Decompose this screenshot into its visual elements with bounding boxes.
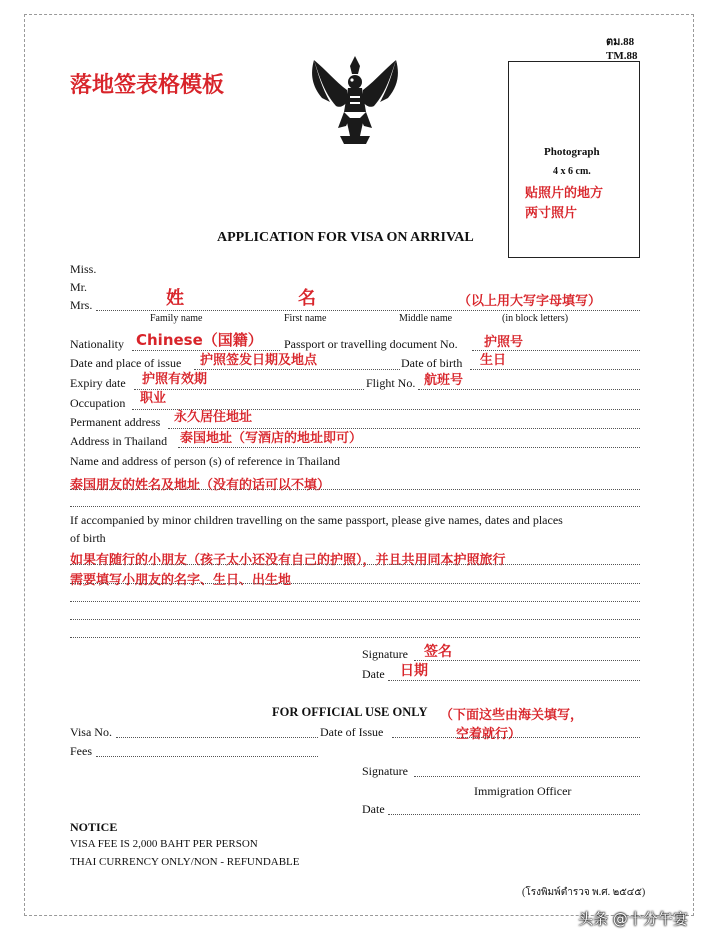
visa-no-line[interactable] (116, 737, 318, 738)
official-date-label: Date (362, 802, 385, 816)
flight-label: Flight No. (366, 376, 416, 390)
issue-hint: 护照签发日期及地点 (200, 353, 318, 368)
fees-line[interactable] (96, 756, 318, 757)
birth-label: Date of birth (401, 356, 463, 370)
title-mrs: Mrs. (70, 298, 93, 312)
surname-hint: 姓 (166, 288, 184, 309)
middle-name-caption: Middle name (399, 313, 453, 324)
date-hint: 日期 (400, 663, 428, 679)
official-date-line[interactable] (388, 814, 640, 815)
passport-hint: 护照号 (484, 335, 524, 350)
form-title: APPLICATION FOR VISA ON ARRIVAL (217, 230, 474, 245)
garuda-emblem (300, 52, 410, 152)
thailand-address-hint: 泰国地址（写酒店的地址即可） (180, 431, 363, 446)
visa-no-label: Visa No. (70, 725, 112, 739)
official-use-title: FOR OFFICIAL USE ONLY (272, 705, 428, 719)
signature-hint: 签名 (424, 644, 452, 660)
birth-hint: 生日 (480, 353, 507, 368)
children-line-3[interactable] (70, 601, 640, 602)
children-hint-1: 如果有随行的小朋友（孩子太小还没有自己的护照），并且共用同本护照旅行 (70, 553, 506, 568)
notice-title: NOTICE (70, 820, 118, 834)
official-signature-line[interactable] (414, 776, 640, 777)
official-hint-1: （下面这些由海关填写， (440, 708, 584, 723)
issue-label: Date and place of issue (70, 356, 182, 370)
nationality-label: Nationality (70, 337, 124, 351)
form-code-thai: ตม.88 (606, 36, 635, 48)
reference-hint: 泰国朋友的姓名及地址（没有的话可以不填） (70, 478, 331, 493)
title-miss: Miss. (70, 262, 97, 276)
thailand-address-label: Address in Thailand (70, 434, 168, 448)
caps-note: （以上用大写字母填写） (458, 294, 602, 309)
thailand-address-line[interactable] (178, 447, 640, 448)
first-name-caption: First name (284, 313, 327, 324)
date-of-issue-label: Date of Issue (320, 725, 384, 739)
template-title: 落地签表格模板 (70, 73, 225, 98)
permanent-address-label: Permanent address (70, 415, 161, 429)
photo-note-2: 两寸照片 (525, 206, 578, 221)
occupation-label: Occupation (70, 396, 126, 410)
immigration-officer-label: Immigration Officer (474, 784, 572, 798)
photo-box (508, 61, 640, 258)
official-signature-label: Signature (362, 764, 408, 778)
date-of-issue-line[interactable] (392, 737, 640, 738)
photo-label: Photograph (544, 146, 600, 158)
photo-size: 4 x 6 cm. (553, 166, 591, 177)
passport-label: Passport or travelling document No. (284, 337, 458, 351)
title-mr: Mr. (70, 280, 88, 294)
reference-label: Name and address of person (s) of reference in Thailand (70, 454, 340, 468)
flight-line[interactable] (418, 389, 640, 390)
notice-line-1: VISA FEE IS 2,000 BAHT PER PERSON (70, 838, 258, 850)
fees-label: Fees (70, 744, 92, 758)
reference-line-2[interactable] (70, 506, 640, 507)
signature-label: Signature (362, 647, 408, 661)
children-hint-2: 需要填写小朋友的名字、生日、出生地 (70, 573, 292, 588)
children-text: If accompanied by minor children travelling on the same passport, please give names, dates and places (70, 513, 563, 527)
birth-line[interactable] (470, 369, 640, 370)
notice-line-2: THAI CURRENCY ONLY/NON - REFUNDABLE (70, 856, 300, 868)
printer-note: (โรงพิมพ์ตำรวจ พ.ศ. ๒๕๔๕) (522, 887, 646, 898)
date-line[interactable] (388, 680, 640, 681)
form-code: TM.88 (606, 50, 638, 62)
issue-line[interactable] (194, 369, 400, 370)
expiry-label: Expiry date (70, 376, 126, 390)
reference-line-1[interactable] (70, 489, 640, 490)
expiry-hint: 护照有效期 (142, 372, 208, 387)
children-line-5[interactable] (70, 637, 640, 638)
block-letters-caption: (in block letters) (502, 313, 569, 324)
family-name-caption: Family name (150, 313, 203, 324)
children-line-1[interactable] (70, 564, 640, 565)
children-line-2[interactable] (70, 583, 640, 584)
given-hint: 名 (298, 288, 316, 309)
children-line-4[interactable] (70, 619, 640, 620)
occupation-hint: 职业 (140, 391, 167, 406)
date-label: Date (362, 667, 385, 681)
expiry-line[interactable] (134, 389, 364, 390)
children-text-2: of birth (70, 531, 106, 545)
watermark: 头条 @十分午宴 (578, 910, 688, 928)
permanent-address-hint: 永久居住地址 (174, 410, 253, 425)
photo-note-1: 贴照片的地方 (525, 186, 604, 201)
official-hint-2: 空着就行） (456, 727, 522, 742)
nationality-hint: Chinese（国籍） (136, 331, 263, 349)
flight-hint: 航班号 (424, 373, 464, 388)
name-line[interactable] (96, 310, 640, 311)
